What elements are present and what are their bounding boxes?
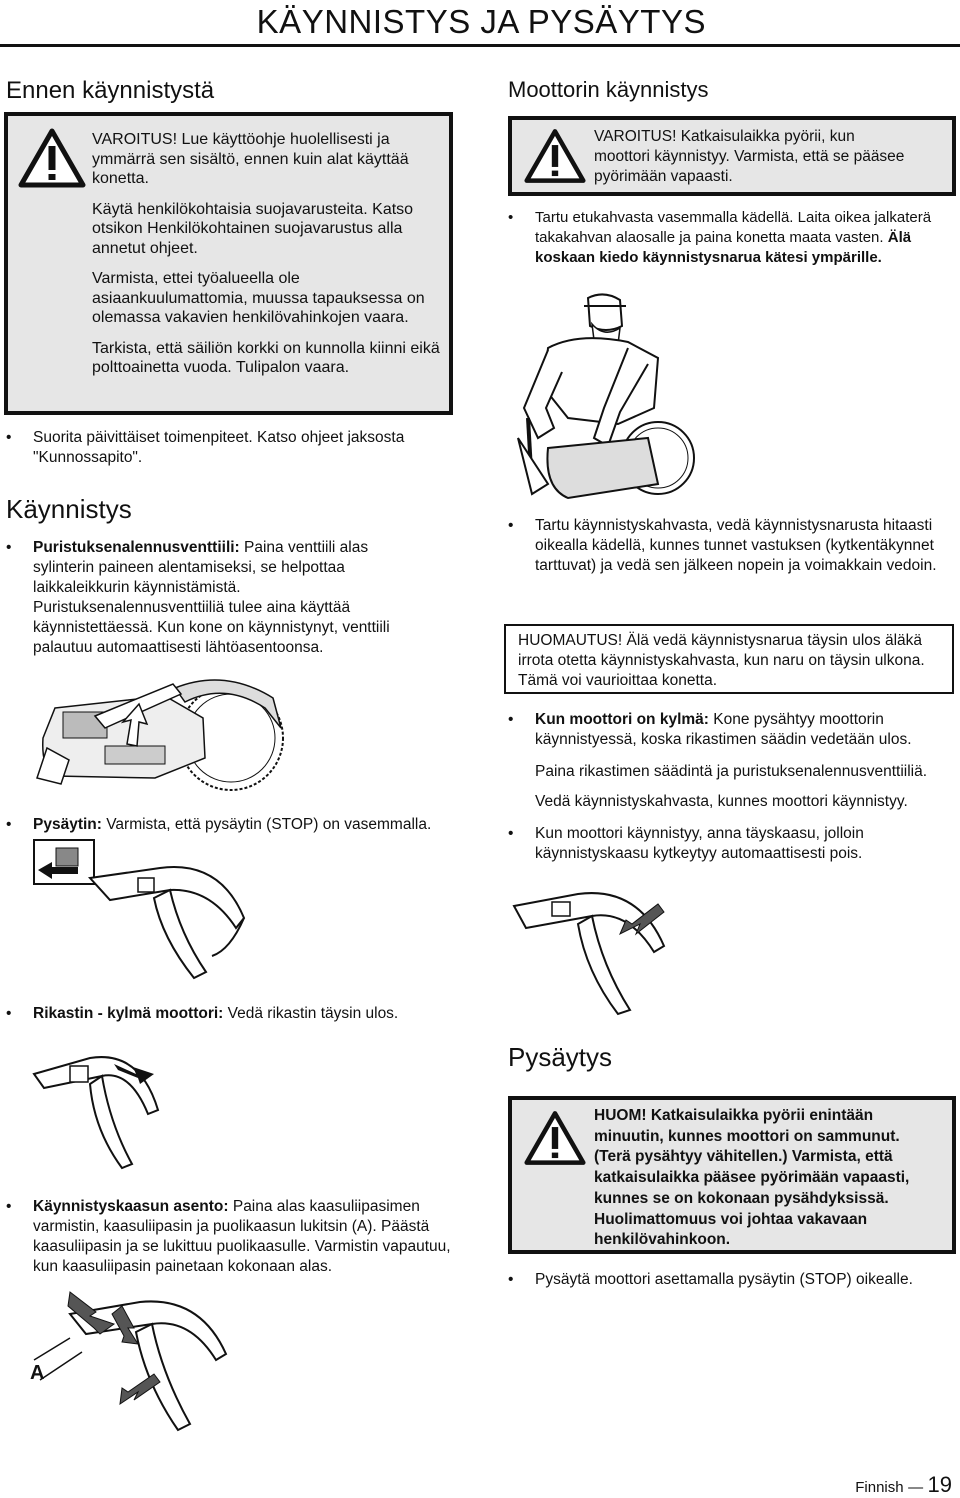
stop-switch-illustration (30, 838, 260, 988)
bullet-text: Paina venttiili alas sylinterin paineen alentamiseksi, se helpottaa laikkaleikkurin käynnistämistä. Puristuksenalennusventtiiliä tulee aina käyttää käynnistettäessä. Kun kone on käynnistynyt, venttiili palautuu automaattisesti lähtöasentoonsa. (33, 539, 390, 656)
term: Pysäytin: (33, 816, 102, 833)
bullet-text: Kone pysähtyy moottorin käynnistyessä, koska rikastimen säädin vedetään ulos. (535, 711, 912, 748)
paragraph: Paina rikastimen säädintä ja puristuksenalennusventtiiliä. (535, 763, 928, 780)
bullet-text: Tartu käynnistyskahvasta, vedä käynnistysnarusta hitaasti oikealla kädellä, kunnes tunnet vastuksen (kytkentäkynnet tarttuvat) ja vedä sen jälkeen nopein ja voimakkain vedoin. (535, 517, 937, 574)
cut-off-saw-illustration (35, 668, 285, 798)
term: Kun moottori on kylmä: (535, 711, 709, 728)
heading-stopping: Pysäytys (508, 1042, 613, 1072)
bullet-text: Vedä rikastin täysin ulos. (223, 1005, 399, 1022)
warning-box-before-start (4, 112, 453, 415)
choke-illustration (30, 1040, 180, 1170)
full-throttle-illustration (508, 876, 688, 1016)
heading-engine-start: Moottorin käynnistys (508, 77, 709, 102)
heading-before-start: Ennen käynnistystä (6, 77, 215, 104)
warning-text: HUOM! Katkaisulaikka pyörii enintään minuutin, kunnes moottori on sammunut. (Terä pysähtyy vähitellen.) Varmista, että katkaisulaikka pääsee pyörimään vapaasti, kunnes se on kokonaan pysähdyksissä. Huolimattomuus voi johtaa vakavaan henkilövahinkoon. (594, 1107, 910, 1249)
operator-starting-saw-illustration (508, 288, 698, 500)
bullet-text: Suorita päivittäiset toimenpiteet. Katso ohjeet jaksosta "Kunnossapito". (33, 429, 405, 466)
warning-box-stopping (508, 1096, 956, 1254)
term: Puristuksenalennusventtiili: (33, 539, 240, 556)
warning-text: VAROITUS! Katkaisulaikka pyörii, kun moottori käynnistyy. Varmista, että se pääsee pyörimään vapaasti. (594, 128, 905, 185)
bullet-text: Varmista, että pysäytin (STOP) on vasemmalla. (101, 816, 432, 833)
footer-separator: — (908, 1479, 924, 1496)
paragraph: Vedä käynnistyskahvasta, kunnes moottori käynnistyy. (535, 793, 908, 810)
figure-label-a: A (30, 1362, 45, 1384)
page-footer (855, 1472, 952, 1498)
page-number: 19 (927, 1472, 952, 1497)
bullet-text: Pysäytä moottori asettamalla pysäytin (STOP) oikealle. (535, 1271, 913, 1288)
heading-starting: Käynnistys (6, 494, 132, 524)
warning-paragraph: Käytä henkilökohtaisia suojavarusteita. Katso otsikon Henkilökohtainen suojavarustus alla annetut ohjeet. (92, 200, 414, 257)
bullet-text-emphasis: Älä koskaan kiedo käynnistysnarua kätesi ympärille. (535, 229, 912, 266)
page-title: KÄYNNISTYS JA PYSÄYTYS (256, 3, 706, 40)
term: Käynnistyskaasun asento: (33, 1198, 229, 1215)
bullet-text: Tartu etukahvasta vasemmalla kädellä. Laita oikea jalkaterä takakahvan alaosalle ja paina konetta maata vasten. (535, 209, 932, 246)
title-rule (0, 44, 960, 47)
note-box: HUOMAUTUS! Älä vedä käynnistysnarua täysin ulos äläkä irrota otetta käynnistyskahvasta, kun naru on täysin ulkona. Tämä voi vaurioittaa konetta. (504, 624, 954, 694)
bullet-text: Kun moottori käynnistyy, anna täyskaasu, jolloin käynnistyskaasu kytkeytyy automaattisesti pois. (535, 825, 864, 862)
warning-triangle-icon (524, 128, 586, 184)
start-throttle-illustration (30, 1284, 240, 1434)
warning-paragraph: Tarkista, että säiliön korkki on kunnolla kiinni eikä polttoainetta vuoda. Tulipalon vaara. (92, 339, 440, 376)
warning-box-engine-start (508, 116, 956, 196)
warning-paragraph: Varmista, ettei työalueella ole asiaankuulumattomia, muussa tapauksessa on olemassa vakavien henkilövahinkojen vaara. (92, 270, 425, 326)
warning-triangle-icon (18, 128, 86, 188)
footer-language: Finnish (855, 1479, 904, 1496)
bullet-text: Paina alas kaasuliipasimen varmistin, kaasuliipasin ja puolikaasun lukitsin (A). Päästä kaasuliipasin ja se lukittuu puolikaasulle. Varmistin vapautuu, kun kaasuliipasin painetaan kokonaan alas. (33, 1198, 451, 1275)
warning-paragraph: VAROITUS! Lue käyttöohje huolellisesti ja ymmärrä sen sisältö, ennen kuin alat käyttää konetta. (92, 131, 409, 187)
term: Rikastin - kylmä moottori: (33, 1005, 224, 1022)
warning-triangle-icon (524, 1110, 586, 1166)
